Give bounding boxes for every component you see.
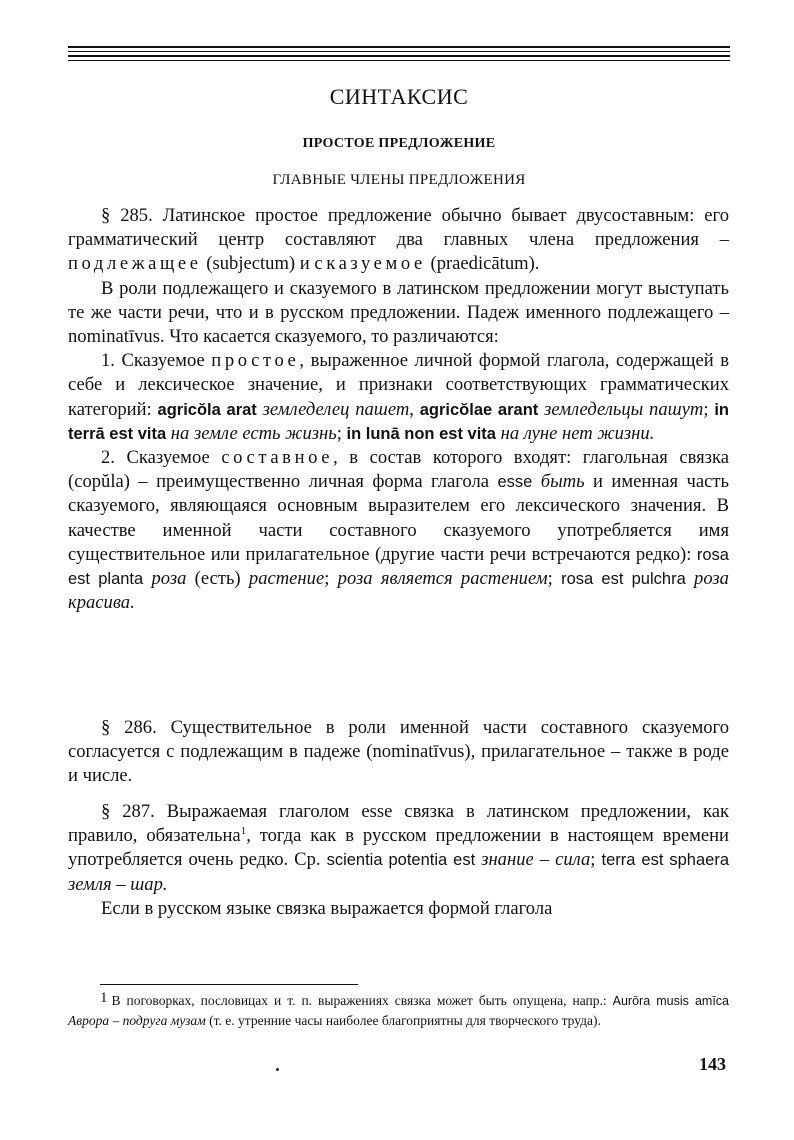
body-text-2 xyxy=(68,716,729,789)
print-speck xyxy=(276,1068,279,1071)
paragraph-item-2: 2. Сказуемое составное, в состав которого входят: глагольная связка (copŭla) – преимущественно личная форма глагола esse быть и именная часть сказуемого, являющаяся основным выразителем его лексического значения. В качестве именной части составного сказуемого употребляется имя существительное или прилагательное (другие части речи встречаются редко): rosa est planta роза (есть) растение; роза является растением; rosa est pulchra роза красива. xyxy=(68,447,730,614)
page-number: 143 xyxy=(699,1054,726,1074)
footnote-mark: 1 xyxy=(100,990,108,1006)
paragraph-item-1: 1. Сказуемое простое, выраженное личной формой глагола, содержащей в себе и лексическое значение, и признаки соответствующих грамматических категорий: agricŏla arat земледелец пашет, agricŏlae arant земледельцы пашут; in terrā est vita на земле есть жизнь; in lunā non est vita на луне нет жизни. xyxy=(68,350,729,444)
header-rule-1 xyxy=(68,46,730,48)
section-heading: ПРОСТОЕ ПРЕДЛОЖЕНИЕ xyxy=(302,136,496,151)
header-rule-4 xyxy=(68,60,730,61)
header-rule-2 xyxy=(68,51,730,52)
body-text-3 xyxy=(68,800,729,921)
paragraph-287: § 287. Выражаемая глаголом esse связка в латинском предложении, как правило, обязательна$^1$, тогда как в русском предложении в настоящем времени употребляется очень редко. Ср. scientia potentia est знание – сила; terra est sphaera земля – шар. xyxy=(68,801,729,895)
paragraph-285-2: В роли подлежащего и сказуемого в латинском предложении могут выступать те же части речи, что и в русском предложении. Падеж именного подлежащего – nominatīvus. Что касается сказуемого, то различаются: xyxy=(68,277,729,348)
footnote-rule xyxy=(100,984,358,985)
sub-heading: ГЛАВНЫЕ ЧЛЕНЫ ПРЕДЛОЖЕНИЯ xyxy=(272,172,526,188)
page-heading: СИНТАКСИС xyxy=(329,84,469,109)
footnote-ref[interactable]: 1 xyxy=(240,825,247,838)
paragraph-286: § 286. Существительное в роли именной части составного сказуемого согласуется с подлежащим в падеже (nominatīvus), прилагательное – также в роде и числе. xyxy=(68,717,729,787)
paragraph-285: § 285. Латинское простое предложение обычно бывает двусоставным: его грамматический центр составляют два главных члена предложения – подлежащее (subjectum) и сказуемое (praedicātum). xyxy=(68,205,729,275)
footnote: 1 В поговорках, пословицах и т. п. выражениях связка может быть опущена, напр.: Aurōra musis amīca Аврора – подруга музам (т. е. утренние часы наиболее благоприятны для творческого труда). xyxy=(68,990,729,1028)
body-text-1 xyxy=(68,204,729,615)
paragraph-287-2: Если в русском языке связка выражается формой глагола xyxy=(101,897,553,919)
header-rule-3 xyxy=(68,55,730,57)
